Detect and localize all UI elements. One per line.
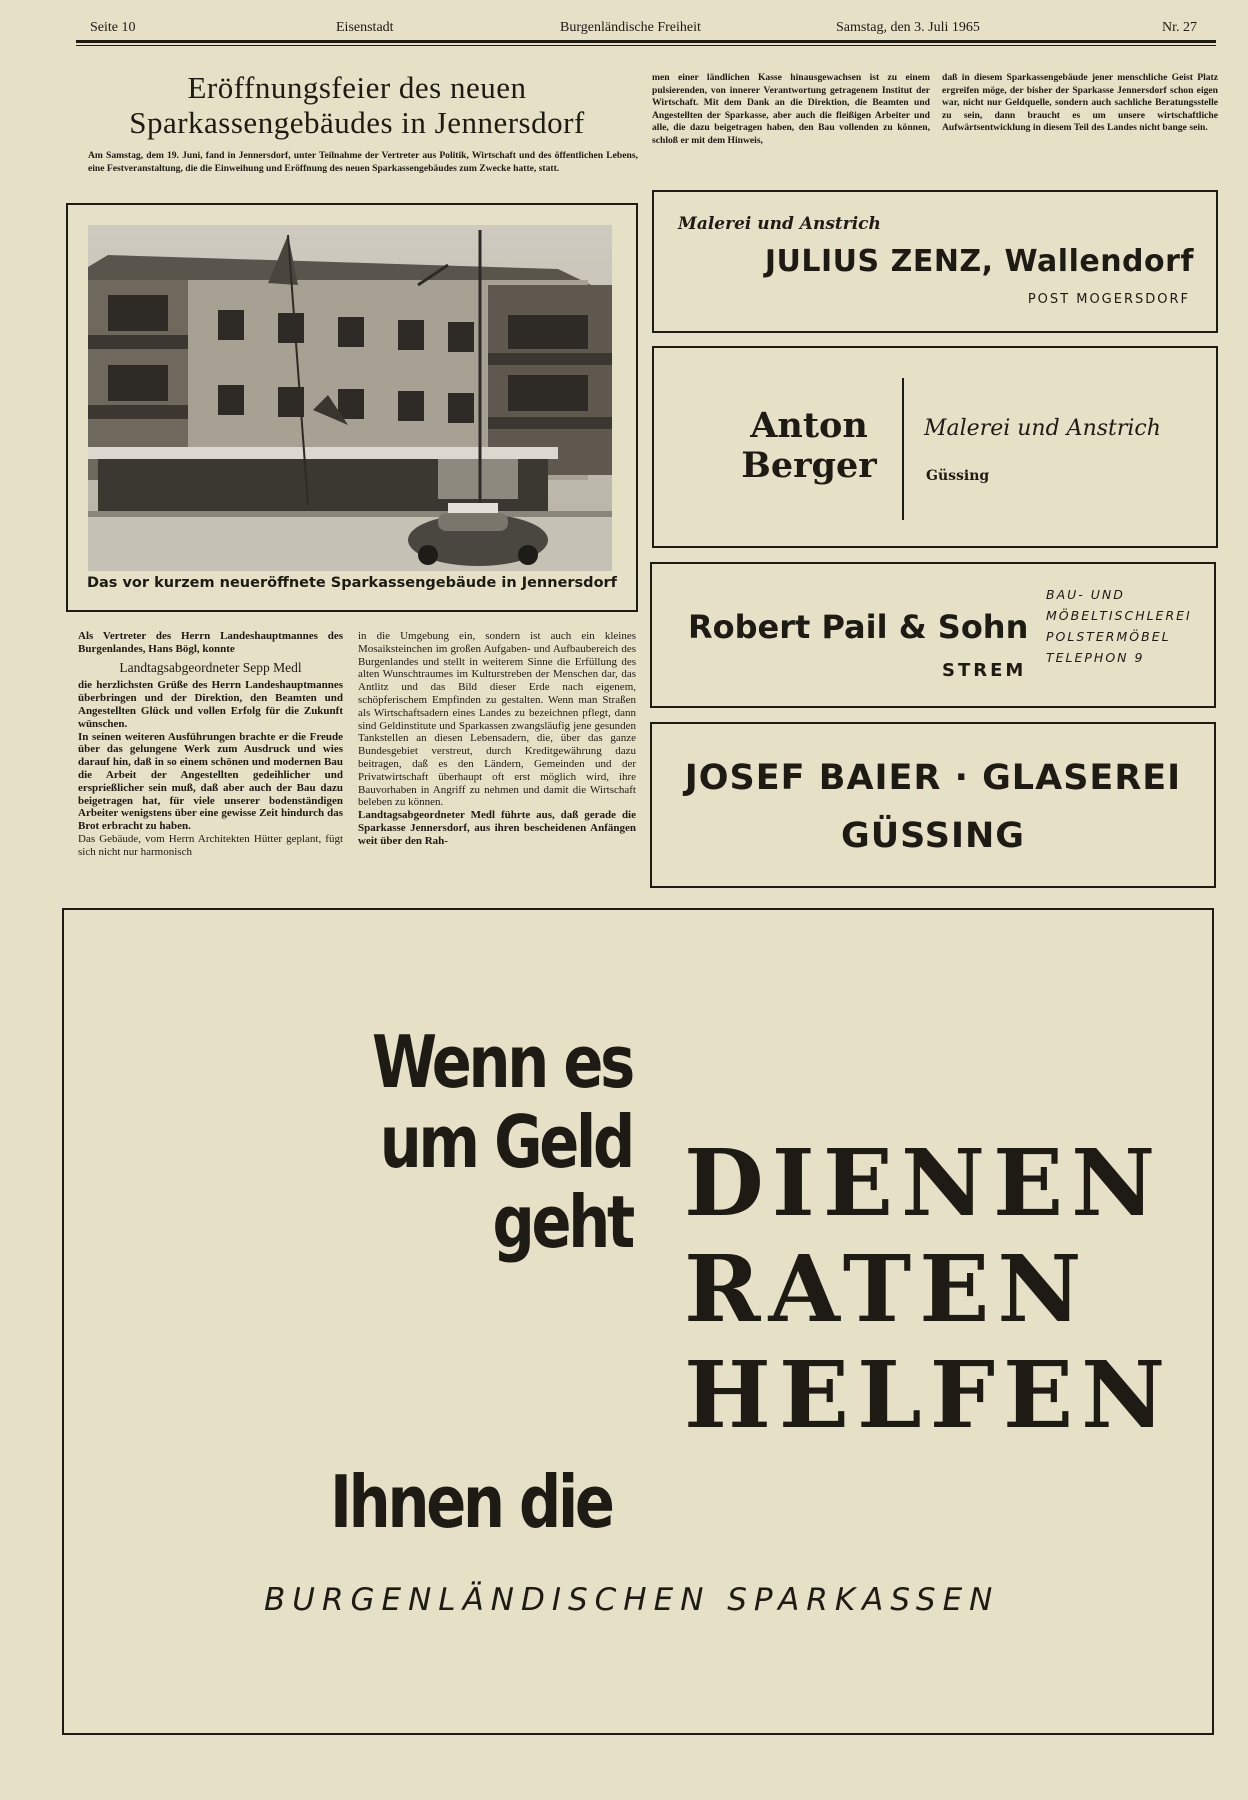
pail-phone: TELEPHON 9 <box>1046 650 1145 665</box>
sparkassen-ihnen-die: Ihnen die <box>330 1460 612 1544</box>
sparkassen-word-helfen: HELFEN <box>684 1341 1174 1449</box>
ad-robert-pail <box>650 562 1216 708</box>
slogan-line-2: um Geld <box>379 1100 632 1184</box>
column-1-paragraph: Das Gebäude, vom Herrn Architekten Hütter geplant, fügt sich nicht nur harmonisch <box>78 832 343 858</box>
header-rule <box>76 40 1216 43</box>
photo-caption: Das vor kurzem neueröffnete Sparkassengebäude in Jennersdorf <box>86 575 617 591</box>
berger-divider <box>902 378 904 520</box>
sparkassen-word-raten: RATEN <box>684 1235 1090 1343</box>
berger-first-name: Anton <box>750 405 868 446</box>
pail-service-line-3: POLSTERMÖBEL <box>1046 629 1171 644</box>
berger-name <box>734 406 884 486</box>
column-1-subhead: Landtagsabgeordneter Sepp Medl <box>119 659 302 675</box>
ad-josef-baier <box>650 722 1216 888</box>
photo-frame <box>66 203 638 612</box>
ad-anton-berger <box>652 346 1218 548</box>
article-column-4: daß in diesem Sparkassengebäude jener menschliche Geist Platz ergreifen möge, der bisher der Sparkasse Jennersdorf schon eigen war, nicht nur Geldquelle, sondern auch sachliche Beratungsstelle zu sein, dann braucht es um unsere wirtschaftliche Aufwärtsentwicklung in diesem Teil des Landes nicht bange sein. <box>942 72 1218 133</box>
column-2-paragraph: in die Umgebung ein, sondern ist auch ein kleines Mosaiksteinchen im großen Aufgaben- und Aufbaubereich des Burgenlandes und stellt in weiterem Sinne die Erfüllung des alten Wunschtraumes im Kulturstreben der Menschen dar, das Antlitz und das Bild dieser Erde nach eigenem, schöpferischem Empfinden zu gestalten. Wenn man Straßen als Wirtschaftsadern eines Landes zu bezeichnen pflegt, dann sind Geldinstitute und Sparkassen zwangsläufig jene gesunden Tankstellen an diesen Lebensadern, die, über das ganze Bundesgebiet verstreut, durch Kreditgewährung dazu beitragen, daß es den Ländern, Gemeinden und der Privatwirtschaft überhaupt oft erst möglich wird, ihre Bauvorhaben in Angriff zu nehmen und damit die Wirtschaft beleben zu können. <box>358 630 636 809</box>
page-number: Seite 10 <box>90 20 136 35</box>
pail-service-line-1: BAU- UND <box>1046 587 1125 602</box>
section-name: Eisenstadt <box>336 20 394 35</box>
slogan-line-1: Wenn es <box>372 1020 632 1104</box>
headline-line-1: Eröffnungsfeier des neuen <box>187 70 527 105</box>
sparkassen-word-dienen: DIENEN <box>684 1129 1164 1237</box>
pail-service-line-2: MÖBELTISCHLEREI <box>1046 608 1192 623</box>
pail-town: STREM <box>942 660 1027 681</box>
column-1-bold-paragraph-2: In seinen weiteren Ausführungen brachte er die Freude über das gelungene Werk zum Ausdruck und wies darauf hin, daß in so einem schönen und modernen Bau die Arbeit der Angestellten gedeihlicher und ersprießlicher sein muß, daß aber auch der Bau dazu beigetragen hat, für viele unserer bodenständigen Arbeiter wenigstens über eine gewisse Zeit hindurch das Brot erbracht zu haben. <box>78 730 343 833</box>
newspaper-name: Burgenländische Freiheit <box>560 20 701 35</box>
issue-number: Nr. 27 <box>1162 20 1197 35</box>
sparkassen-bank-name: BURGENLÄNDISCHEN SPARKASSEN <box>264 1582 1000 1618</box>
zenz-company-name: JULIUS ZENZ, Wallendorf <box>764 244 1194 279</box>
ad-sparkassen <box>62 908 1214 1735</box>
zenz-post-address: POST MOGERSDORF <box>1027 292 1190 307</box>
sparkassen-slogan <box>372 1022 632 1262</box>
pail-company-name: Robert Pail & Sohn <box>688 608 1029 646</box>
pail-services <box>1046 584 1192 668</box>
column-1-intro: Als Vertreter des Herrn Landeshauptmannes des Burgenlandes, Hans Bögl, konnte <box>78 630 343 655</box>
ad-julius-zenz <box>652 190 1218 333</box>
slogan-line-3: geht <box>492 1180 632 1264</box>
bank-building-photo <box>88 225 612 571</box>
header-rule-thin <box>76 45 1216 46</box>
headline-line-2: Sparkassengebäudes in Jennersdorf <box>129 105 585 140</box>
article-column-2 <box>358 630 636 848</box>
berger-town: Güssing <box>926 468 990 484</box>
issue-date: Samstag, den 3. Juli 1965 <box>836 20 980 35</box>
baier-name: JOSEF BAIER · GLASEREI <box>684 758 1182 798</box>
zenz-trade: Malerei und Anstrich <box>678 214 881 234</box>
article-column-3: men einer ländlichen Kasse hinausgewachsen ist zu einem pulsierenden, von innerer Verantwortung getragenem Institut der Wirtschaft. Mit dem Dank an die Direktion, die Beamten und Angestellten der Sparkasse, aber auch die fleißigen Arbeiter und alle, die dazu beigetragen haben, den Bau vollenden zu können, schloß er mit dem Hinweis, <box>652 72 930 146</box>
column-1-bold-paragraph: die herzlichsten Grüße des Herrn Landeshauptmannes überbringen und der Direktion, den Beamten und Angestellten Glück und vollen Erfolg für die Zukunft wünschen. <box>78 679 343 730</box>
article-column-1 <box>78 630 343 859</box>
berger-trade: Malerei und Anstrich <box>924 416 1161 441</box>
berger-last-name: Berger <box>741 445 877 486</box>
baier-town: GÜSSING <box>840 816 1026 856</box>
article-headline <box>76 70 638 140</box>
column-2-bold-paragraph: Landtagsabgeordneter Medl führte aus, daß gerade die Sparkasse Jennersdorf, aus ihren bescheidenen Anfängen weit über den Rah- <box>358 809 636 847</box>
article-lead: Am Samstag, dem 19. Juni, fand in Jennersdorf, unter Teilnahme der Vertreter aus Politik, Wirtschaft und des öffentlichen Lebens, eine Festveranstaltung, die die Einweihung und Eröffnung des neuen Sparkassengebäudes zum Zwecke hatte, statt. <box>88 150 638 174</box>
